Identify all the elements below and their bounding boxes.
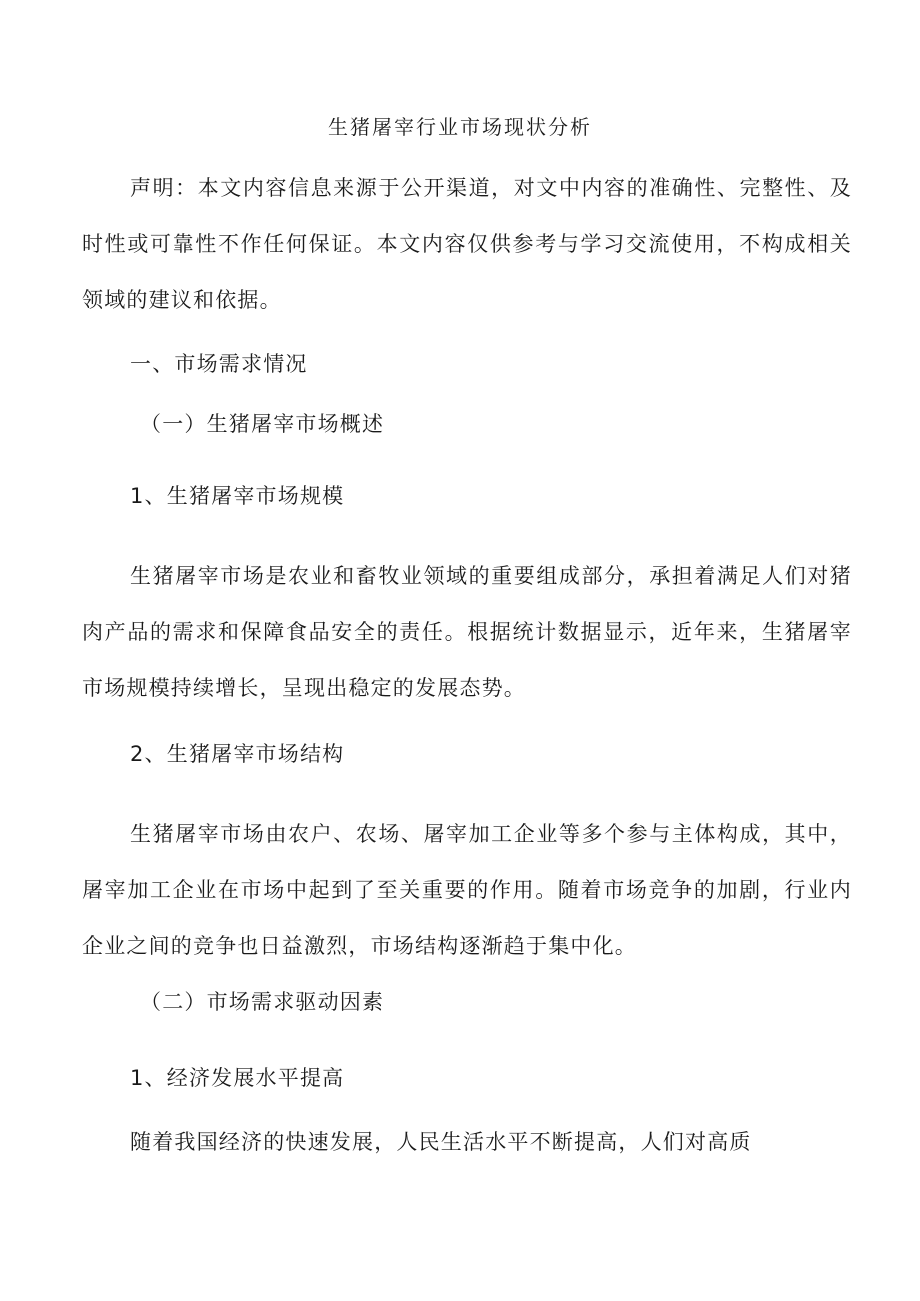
market-scale-paragraph: 生猪屠宰市场是农业和畜牧业领域的重要组成部分，承担着满足人们对猪肉产品的需求和保障食品安全的责任。根据统计数据显示，近年来，生猪屠宰市场规模持续增长，呈现出稳定的发展态势。 [82, 564, 852, 700]
economic-development-paragraph: 随着我国经济的快速发展，人民生活水平不断提高，人们对高质 [130, 1130, 752, 1154]
subsection-heading-market-overview: （一）生猪屠宰市场概述 [140, 412, 385, 436]
document-title: 生猪屠宰行业市场现状分析 [328, 115, 592, 139]
disclaimer-paragraph: 声明：本文内容信息来源于公开渠道，对文中内容的准确性、完整性、及时性或可靠性不作任何保证。本文内容仅供参考与学习交流使用，不构成相关领域的建议和依据。 [82, 176, 852, 312]
section-heading-market-demand: 一、市场需求情况 [130, 352, 308, 376]
item-heading-market-structure: 2、生猪屠宰市场结构 [130, 742, 345, 766]
market-structure-paragraph: 生猪屠宰市场由农户、农场、屠宰加工企业等多个参与主体构成，其中，屠宰加工企业在市场中起到了至关重要的作用。随着市场竞争的加剧，行业内企业之间的竞争也日益激烈，市场结构逐渐趋于集中化。 [82, 822, 852, 958]
subsection-heading-demand-drivers: （二）市场需求驱动因素 [140, 990, 385, 1014]
item-heading-market-scale: 1、生猪屠宰市场规模 [130, 484, 345, 508]
item-heading-economic-development: 1、经济发展水平提高 [130, 1066, 345, 1090]
